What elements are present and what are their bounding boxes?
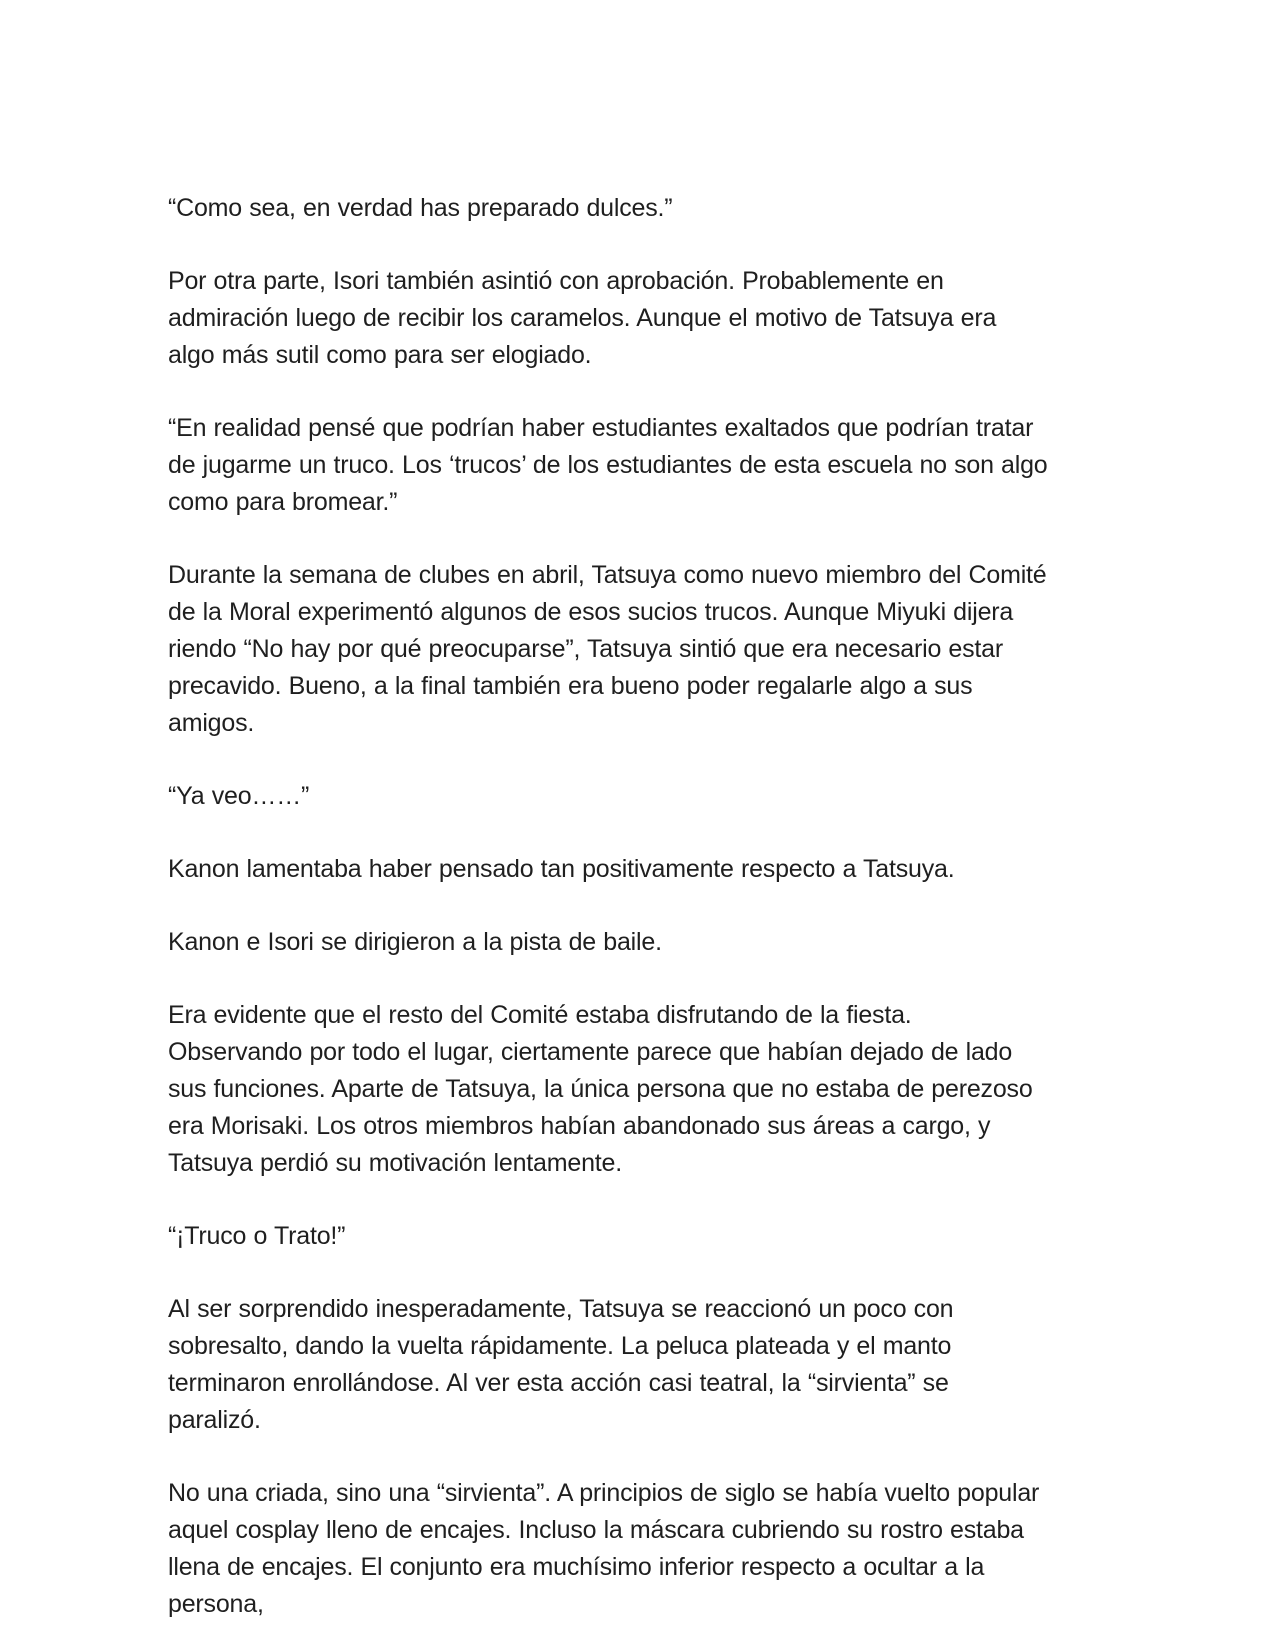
paragraph: “Ya veo……” (168, 782, 310, 810)
paragraph: No una criada, sino una “sirvienta”. A principios de siglo se había vuelto popular aquel cosplay lleno de encajes. Incluso la máscara cubriendo su rostro estaba llena de encajes. El conjunto era muchísimo inferior respecto a ocultar a la persona, (168, 1479, 1040, 1618)
document-text-body (168, 190, 1048, 1650)
paragraph: “En realidad pensé que podrían haber estudiantes exaltados que podrían tratar de jugarme un truco. Los ‘trucos’ de los estudiantes de esta escuela no son algo como para bromear.” (168, 414, 1048, 516)
paragraph: Kanon e Isori se dirigieron a la pista de baile. (168, 928, 662, 956)
paragraph: Al ser sorprendido inesperadamente, Tatsuya se reaccionó un poco con sobresalto, dando la vuelta rápidamente. La peluca plateada y el manto terminaron enrollándose. Al ver esta acción casi teatral, la “sirvienta” se paralizó. (168, 1295, 954, 1434)
paragraph: “Como sea, en verdad has preparado dulces.” (168, 194, 673, 222)
paragraph: Era evidente que el resto del Comité estaba disfrutando de la fiesta. Observando por todo el lugar, ciertamente parece que habían dejado de lado sus funciones. Aparte de Tatsuya, la única persona que no estaba de perezoso era Morisaki. Los otros miembros habían abandonado sus áreas a cargo, y Tatsuya perdió su motivación lentamente. (168, 1001, 1033, 1177)
paragraph: Por otra parte, Isori también asintió con aprobación. Probablemente en admiración luego de recibir los caramelos. Aunque el motivo de Tatsuya era algo más sutil como para ser elogiado. (168, 267, 997, 369)
paragraph: “¡Truco o Trato!” (168, 1222, 346, 1250)
paragraph: Durante la semana de clubes en abril, Tatsuya como nuevo miembro del Comité de la Moral experimentó algunos de esos sucios trucos. Aunque Miyuki dijera riendo “No hay por qué preocuparse”, Tatsuya sintió que era necesario estar precavido. Bueno, a la final también era bueno poder regalarle algo a sus amigos. (168, 561, 1047, 737)
paragraph: Kanon lamentaba haber pensado tan positivamente respecto a Tatsuya. (168, 855, 955, 883)
